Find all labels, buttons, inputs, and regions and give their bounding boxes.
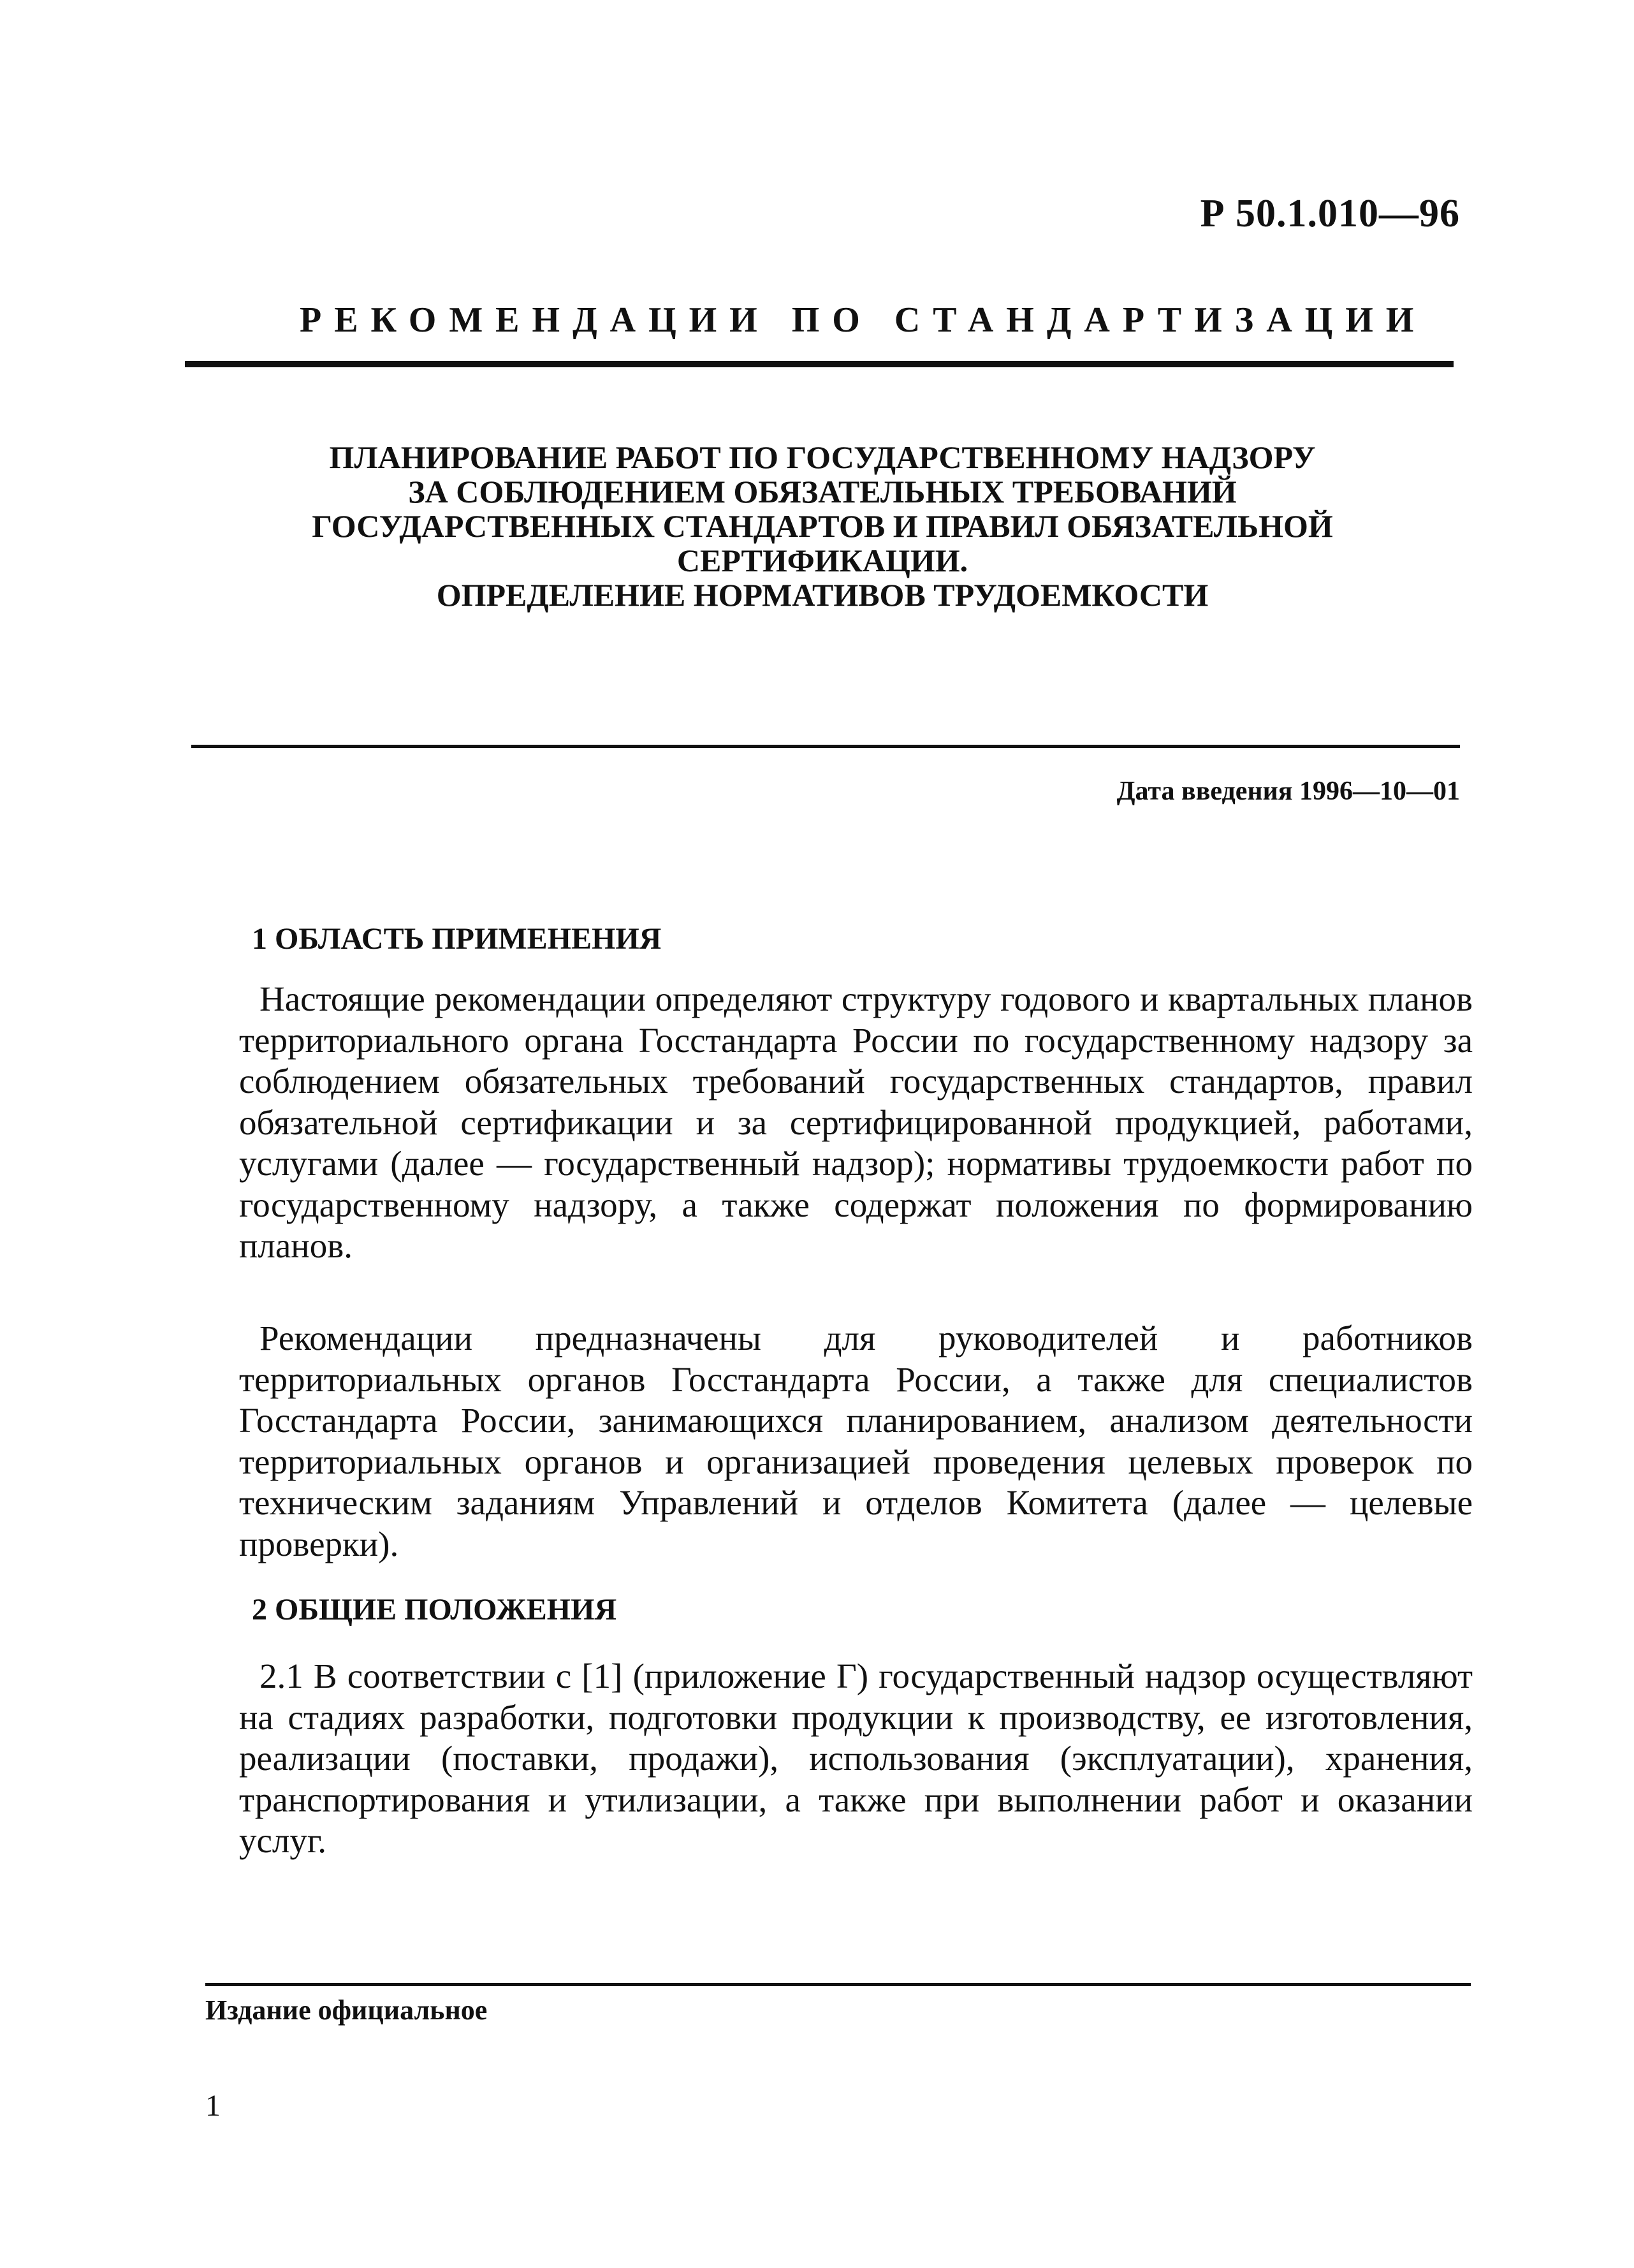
paragraph: 2.1 В соответствии с [1] (приложение Г) государственный надзор осуществляют на стадиях разработки, подготовки продукции к производству, ее изготовления, реализации (поставки, продажи), использования (эксплуатации), хранения, транспортирования и утилизации, а также при выполнении работ и оказании услуг. [239,1657,1473,1860]
title-line: ОПРЕДЕЛЕНИЕ НОРМАТИВОВ ТРУДОЕМКОСТИ [436,577,1209,613]
title-line: ПЛАНИРОВАНИЕ РАБОТ ПО ГОСУДАРСТВЕННОМУ НАДЗОРУ [329,439,1316,475]
paragraph: Рекомендации предназначены для руководителей и работников территориальных органов Госстандарта России, а также для специалистов Госстандарта России, занимающихся планированием, анализом деятельности территориальных органов и организацией проведения целевых проверок по техническим заданиям Управлений и отделов Комитета (далее — целевые проверки). [239,1319,1473,1563]
effective-date: Дата введения 1996—10—01 [1116,777,1460,806]
title-line: ЗА СОБЛЮДЕНИЕМ ОБЯЗАТЕЛЬНЫХ ТРЕБОВАНИЙ [408,474,1237,509]
footer-divider [205,1983,1471,1986]
series-title: РЕКОМЕНДАЦИИ ПО СТАНДАРТИЗАЦИИ [300,300,1427,340]
document-code: Р 50.1.010—96 [1200,192,1460,235]
section-heading: 2 ОБЩИЕ ПОЛОЖЕНИЯ [252,1593,617,1627]
header-divider [185,361,1454,367]
section-heading: 1 ОБЛАСТЬ ПРИМЕНЕНИЯ [252,922,662,956]
paragraph: Настоящие рекомендации определяют структуру годового и квартальных планов территориального органа Госстандарта России по государственному надзору за соблюдением обязательных требований государственных стандартов, правил обязательной сертификации и за сертифицированной продукцией, работами, услугами (далее — государственный надзор); нормативы трудоемкости работ по государственному надзору, а также содержат положения по формированию планов. [239,979,1473,1265]
edition-label: Издание официальное [205,1994,488,2026]
document-title [191,440,1454,612]
page-number: 1 [205,2089,221,2123]
title-line: ГОСУДАРСТВЕННЫХ СТАНДАРТОВ И ПРАВИЛ ОБЯЗАТЕЛЬНОЙ [312,508,1333,544]
title-line: СЕРТИФИКАЦИИ. [676,543,968,578]
title-divider [191,745,1460,748]
